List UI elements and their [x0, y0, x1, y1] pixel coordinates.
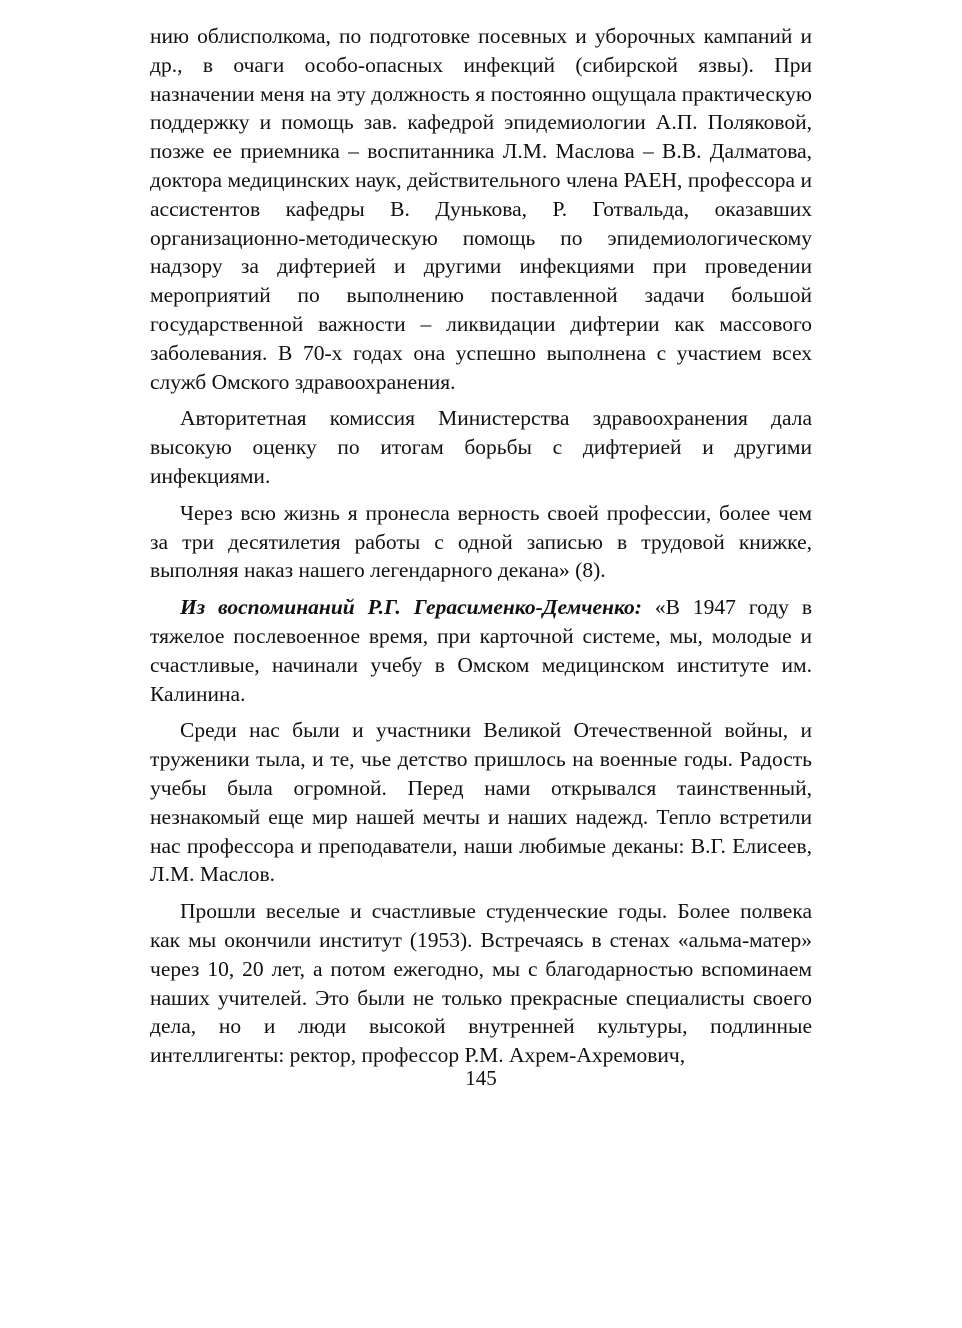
memoir-text: «В 1947 году в тяжелое послевоенное время, при карточной системе, мы, молодые и счастливые, начинали учебу в Омском медицинском институте им. Калинина. [150, 595, 812, 706]
paragraph-commission: Авторитетная комиссия Министерства здравоохранения дала высокую оценку по итогам борьбы с дифтерией и другими инфекциями. [150, 406, 812, 488]
page-number: 145 [465, 1066, 497, 1090]
paragraph-profession: Через всю жизнь я пронесла верность своей профессии, более чем за три десятилетия работы с одной записью в трудовой книжке, выполняя наказ нашего легендарного декана» (8). [150, 500, 812, 583]
paragraph-continued: нию облисполкома, по подготовке посевных и уборочных кампаний и др., в очаги особо-опасных инфекций (сибирской язвы). При назначении меня на эту должность я постоянно ощущала практическую поддержку и помощь зав. кафедрой эпидемиологии А.П. Поляковой, позже ее приемника – воспитанника Л.М. Маслова – В.В. Далматова, доктора медицинских наук, действительного члена РАЕН, профессора и ассистентов кафедры В. Дунькова, Р. Готвальда, оказавших организационно-методическую помощь по эпидемиологическому надзору за дифтерией и другими инфекциями при проведении мероприятий по выполнению поставленной задачи большой государственной важности – ликвидации дифтерии как массового заболевания. В 70-х годах она успешно выполнена с участием всех служб Омского здравоохранения. [150, 24, 812, 394]
paragraph-teachers: Прошли веселые и счастливые студенческие годы. Более полвека как мы окончили институт (1953). Встречаясь в стенах «альма-матер» через 10, 20 лет, а потом ежегодно, мы с благодарностью вспоминаем наших учителей. Это были не только прекрасные специалисты своего дела, но и люди высокой внутренней культуры, подлинные интеллигенты: ректор, профессор Р.М. Ахрем-Ахремович, [150, 899, 812, 1068]
paragraph-memoirs [150, 593, 812, 708]
page-body-text [150, 22, 812, 1078]
memoir-attribution: Из воспоминаний Р.Г. Герасименко-Демченко: [180, 595, 642, 620]
paragraph-students: Среди нас были и участники Великой Отечественной войны, и труженики тыла, и те, чье детство пришлось на военные годы. Радость учебы была огромной. Перед нами открывался таинственный, незнакомый еще мир нашей мечты и наших надежд. Тепло встретили нас профессора и преподаватели, наши любимые деканы: В.Г. Елисеев, Л.М. Маслов. [150, 718, 812, 887]
